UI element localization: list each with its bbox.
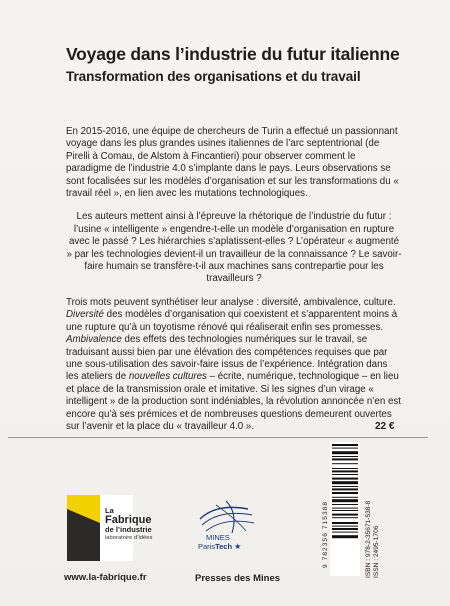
barcode-bar xyxy=(332,497,358,498)
analysis-intro: Trois mots peuvent synthétiser leur analyse : diversité, ambivalence, culture. xyxy=(66,296,396,308)
barcode-bar xyxy=(332,478,358,480)
ambivalence-text: des effets des technologies numériques sur le travail, se traduisant aussi bien par une élévation des compétences requises que par une sous-utilisation des savoir-faire issus de l’expérience. Intégration dans les ateliers de xyxy=(66,334,388,383)
mines-paristech-logo xyxy=(196,497,266,561)
barcode-bar xyxy=(332,528,358,530)
la-fabrique-logo xyxy=(67,495,153,561)
barcode-bar xyxy=(332,444,358,446)
mines-line1: MINES xyxy=(206,533,230,542)
issn-line: ISSN : 2495-1706 xyxy=(373,525,380,578)
book-title: Voyage dans l’industrie du futur italienne xyxy=(66,44,400,64)
barcode-bar xyxy=(332,448,358,449)
barcode-bar xyxy=(332,456,358,457)
barcode-bar xyxy=(332,535,358,538)
diversite-word: Diversité xyxy=(66,309,104,321)
barcode-bar xyxy=(332,517,358,518)
blurb-paragraph-1: En 2015-2016, une équipe de chercheurs de Turin a effectué un passionnant voyage dans les plus grandes usines italiennes de l’arc septentrional (de Pirelli à Comau, de Alstom à Fincantieri) pour observer comment le paradigme de l’industrie 4.0 s’implante dans le pays. Leurs observations se sont focalisées sur les modèles d’organisation et sur les transformations du « travail réel », en lien avec les mutations technologiques. xyxy=(66,126,399,200)
fabrique-name-2: de l’industrie xyxy=(105,525,152,535)
barcode-bar xyxy=(332,532,358,533)
fabrique-tagline: laboratoire d’idées xyxy=(105,535,153,542)
logo-yellow-notch xyxy=(67,509,100,523)
mines-line2 xyxy=(198,543,268,552)
divider xyxy=(8,437,428,438)
ambivalence-word: Ambivalence xyxy=(66,334,122,346)
barcode-bar xyxy=(332,451,358,454)
book-subtitle: Transformation des organisations et du travail xyxy=(66,69,361,84)
blurb-paragraph-3 xyxy=(66,297,402,433)
barcode-bar xyxy=(332,522,358,524)
barcode-digits: 9 782356 715388 xyxy=(322,500,329,568)
barcode-bar xyxy=(332,508,358,509)
isbn-issn xyxy=(365,501,381,578)
barcode-bar xyxy=(332,510,358,511)
barcode-bar xyxy=(332,468,358,469)
fabrique-wordmark xyxy=(105,507,165,541)
barcode-bar xyxy=(332,463,358,464)
mines-paris: Paris xyxy=(198,541,216,551)
barcode-bar xyxy=(332,470,358,472)
barcode-bar xyxy=(332,514,358,516)
fabrique-la: La xyxy=(105,506,114,515)
blurb xyxy=(66,126,402,444)
barcode-bar xyxy=(332,458,358,460)
logo-yellow-band xyxy=(67,495,100,509)
mines-press-name: Presses des Mines xyxy=(195,573,281,584)
blurb-paragraph-2: Les auteurs mettent ainsi à l’épreuve la rhétorique de l’industrie du futur : l’usine « intelligente » engendre-t-elle un modèle d’organisation en rupture avec le passé ? Les hiérarchies s’aplatissent-elles ? L’opérateur « augmenté » par les technologies devient-il un travailleur de la connaissance ? Le savoir-faire humain se transfère-t-il aux machines sans contrepartie pour les travailleurs ? xyxy=(66,211,402,285)
star-icon: ★ xyxy=(234,541,242,551)
barcode-bar xyxy=(332,486,358,487)
barcode-bar xyxy=(332,526,358,527)
barcode-bar xyxy=(332,499,358,502)
diversite-text: des modèles d’organisation qui coexistent et s’apparentent moins à une rupture qu’à un toyotisme rénové qui réaliserait enfin ses promesses. xyxy=(66,309,398,333)
fabrique-url: www.la-fabrique.fr xyxy=(64,572,147,583)
barcode-bar xyxy=(332,488,358,490)
fabrique-name-1: Fabrique xyxy=(105,513,152,526)
isbn-line: ISBN : 978-2-35671-538-8 xyxy=(365,500,372,578)
barcode-bar xyxy=(332,474,358,475)
mines-tech: Tech xyxy=(215,541,233,551)
barcode xyxy=(330,442,360,576)
mines-wordmark xyxy=(198,534,268,551)
cultures-word: nouvelles cultures xyxy=(128,371,207,383)
price: 22 € xyxy=(375,421,395,432)
cultures-text: – écrite, numérique, technologique – en lieu et place de la transmission orale et imitative. Si les signes d’un virage « intelligent » de la production sont indéniables, la révolution annoncée n’en est encore qu’à ses prémices et de nombreuses questions demeurent ouvertes sur l’avenir et la place du « travailleur 4.0 ». xyxy=(66,371,401,432)
barcode-bar xyxy=(332,481,358,484)
barcode-bar xyxy=(332,504,358,505)
barcode-bar xyxy=(332,492,358,494)
